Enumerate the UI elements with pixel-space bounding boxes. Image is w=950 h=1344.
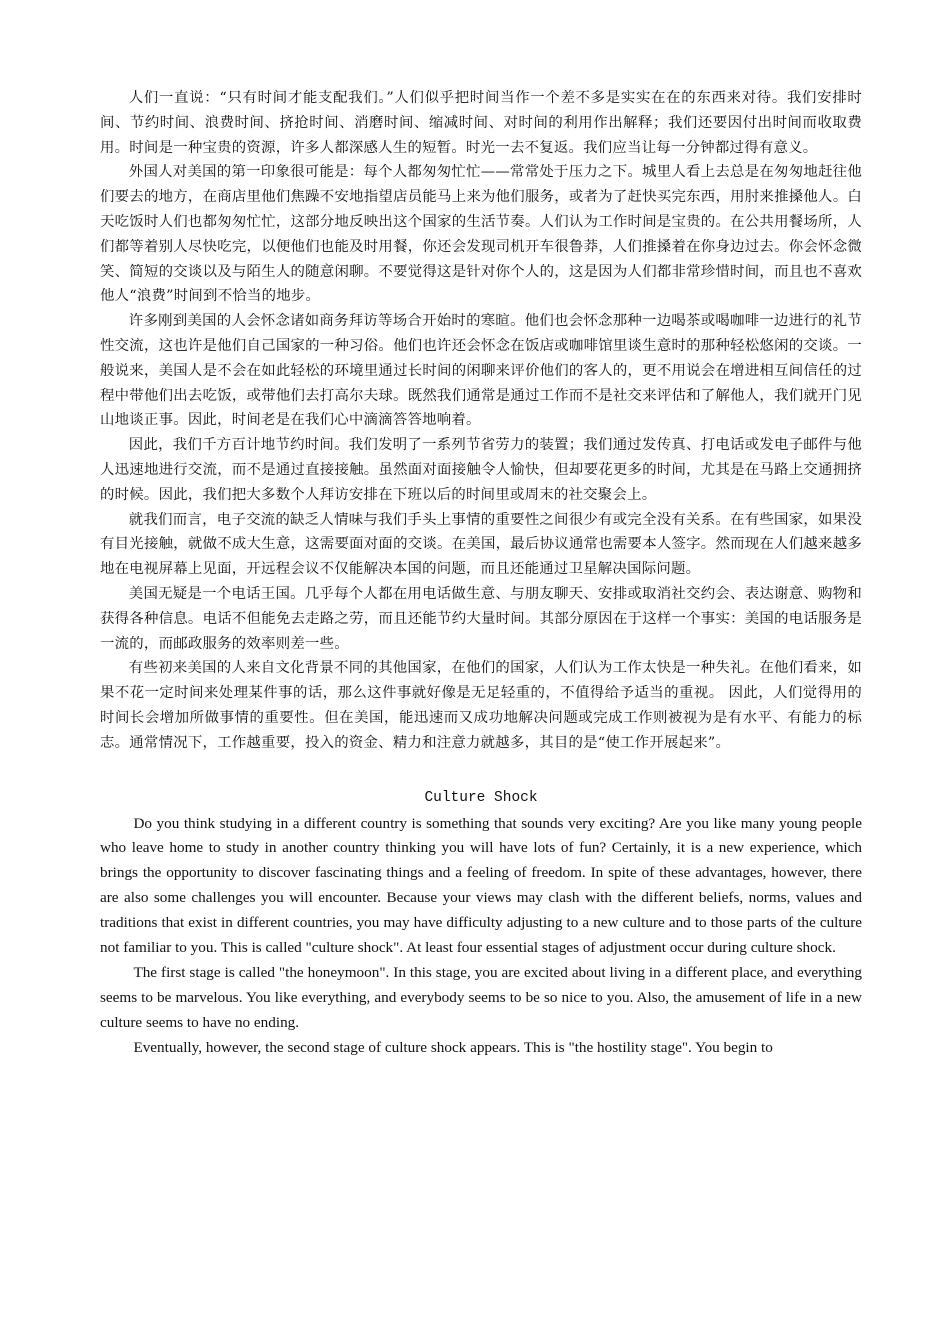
chinese-paragraph-1: 人们一直说：“只有时间才能支配我们。”人们似乎把时间当作一个差不多是实实在在的东西来对待。我们安排时间、节约时间、浪费时间、挤抢时间、消磨时间、缩减时间、对时间的利用作出解释；我们还要因付出时间而收取费用。时间是一种宝贵的资源，许多人都深感人生的短暂。时光一去不复返。我们应当让每一分钟都过得有意义。 [100, 90, 862, 156]
chinese-section [100, 86, 862, 756]
chinese-paragraph-7: 有些初来美国的人来自文化背景不同的其他国家，在他们的国家，人们认为工作太快是一种失礼。在他们看来，如果不花一定时间来处理某件事的话，那么这件事就好像是无足轻重的，不值得给予适当的重视。 因此，人们觉得用的时间长会增加所做事情的重要性。但在美国，能迅速而又成功地解决问题或完成工作则被视为是有水平、有能力的标志。通常情况下，工作越重要，投入的资金、精力和注意力就越多，其目的是“使工作开展起来”。 [100, 660, 862, 751]
chinese-paragraph-2: 外国人对美国的第一印象很可能是：每个人都匆匆忙忙——常常处于压力之下。城里人看上去总是在匆匆地赶往他们要去的地方，在商店里他们焦躁不安地指望店员能马上来为他们服务，或者为了赶快买完东西，用肘来推搡他人。白天吃饭时人们也都匆匆忙忙，这部分地反映出这个国家的生活节奏。人们认为工作时间是宝贵的。在公共用餐场所，人们都等着别人尽快吃完，以便他们也能及时用餐，你还会发现司机开车很鲁莽，人们推搡着在你身边过去。你会怀念微笑、简短的交谈以及与陌生人的随意闲聊。不要觉得这是针对你个人的，这是因为人们都非常珍惜时间，而且也不喜欢他人“浪费”时间到不恰当的地步。 [100, 164, 862, 305]
chinese-paragraph-5: 就我们而言，电子交流的缺乏人情味与我们手头上事情的重要性之间很少有或完全没有关系。在有些国家，如果没有目光接触，就做不成大生意，这需要面对面的交谈。在美国，最后协议通常也需要本人签字。然而现在人们越来越多地在电视屏幕上见面，开远程会议不仅能解决本国的问题，而且还能通过卫星解决国际问题。 [100, 511, 862, 578]
english-section [100, 812, 862, 1061]
document-page [100, 86, 862, 1061]
english-paragraph-1: Do you think studying in a different country is something that sounds very exciting? Are you like many young people who leave home to study in another country thinking you will have lots of fun? Certainly, it is a new experience, which brings the opportunity to discover fascinating things and a feeling of freedom. In spite of these advantages, however, there are also some challenges you will encounter. Because your views may clash with the different beliefs, norms, values and traditions that exist in different countries, you may have difficulty adjusting to a new culture and to those parts of the culture not familiar to you. This is called "culture shock". At least four essential stages of adjustment occur during culture shock. [100, 814, 862, 957]
section-title: Culture Shock [424, 789, 538, 806]
english-paragraph-3: Eventually, however, the second stage of culture shock appears. This is "the hostility stage". You begin to [133, 1038, 773, 1056]
english-paragraph-2: The first stage is called "the honeymoon". In this stage, you are excited about living in a different place, and everything seems to be marvelous. You like everything, and everybody seems to be so nice to you. Also, the amusement of life in a new culture seems to have no ending. [100, 963, 862, 1031]
chinese-paragraph-4: 因此，我们千方百计地节约时间。我们发明了一系列节省劳力的装置；我们通过发传真、打电话或发电子邮件与他人迅速地进行交流，而不是通过直接接触。虽然面对面接触令人愉快，但却要花更多的时间，尤其是在马路上交通拥挤的时候。因此，我们把大多数个人拜访安排在下班以后的时间里或周末的社交聚会上。 [100, 437, 862, 503]
chinese-paragraph-6: 美国无疑是一个电话王国。几乎每个人都在用电话做生意、与朋友聊天、安排或取消社交约会、表达谢意、购物和获得各种信息。电话不但能免去走路之劳，而且还能节约大量时间。其部分原因在于这样一个事实：美国的电话服务是一流的，而邮政服务的效率则差一些。 [100, 585, 862, 652]
chinese-paragraph-3: 许多刚到美国的人会怀念诸如商务拜访等场合开始时的寒暄。他们也会怀念那种一边喝茶或喝咖啡一边进行的礼节性交流，这也许是他们自己国家的一种习俗。他们也许还会怀念在饭店或咖啡馆里谈生意时的那种轻松悠闲的交谈。一般说来，美国人是不会在如此轻松的环境里通过长时间的闲聊来评价他们的客人的，更不用说会在增进相互间信任的过程中带他们出去吃饭，或带他们去打高尔夫球。既然我们通常是通过工作而不是社交来评估和了解他人，我们就开门见山地谈正事。因此，时间老是在我们心中滴滴答答地响着。 [100, 313, 862, 429]
